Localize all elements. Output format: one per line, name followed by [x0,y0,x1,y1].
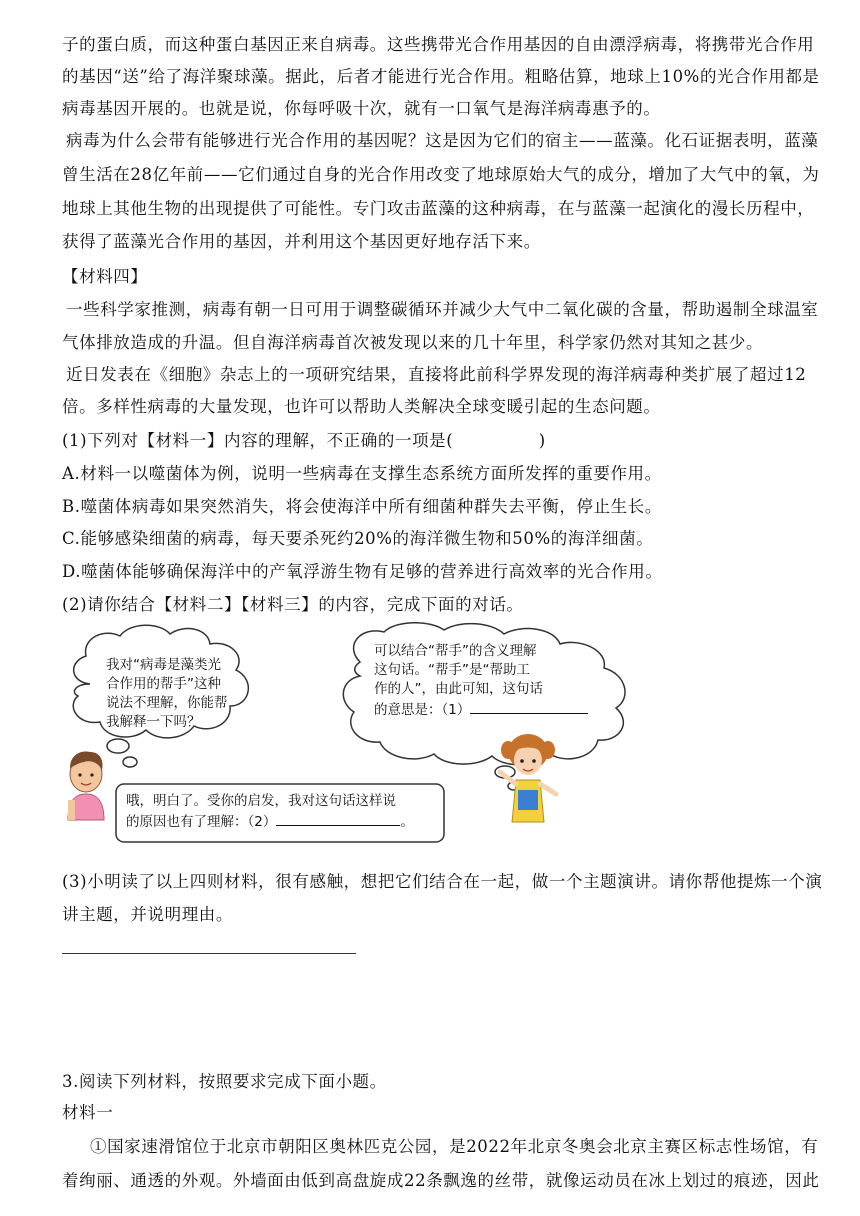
passage-line: 近日发表在《细胞》杂志上的一项研究结果，直接将此前科学界发现的海洋病毒种类扩展了超过12 [66,365,807,384]
question-stem: (1)下列对【材料一】内容的理解，不正确的一项是( ) [62,431,546,450]
reply-line [126,811,414,832]
girl-bubble-line: 这句话。“帮手”是“帮助工 [374,662,530,678]
dialogue-illustration [60,622,666,854]
boy-figure [68,752,104,820]
section-heading: 3.阅读下列材料，按照要求完成下面小题。 [62,1072,387,1091]
answer-blank-2[interactable] [276,811,400,826]
question-stem: 讲主题，并说明理由。 [62,905,233,924]
boy-bubble-line: 我对“病毒是藻类光 [106,657,221,673]
boy-bubble-line: 说法不理解，你能帮 [106,695,228,711]
reply-box-text [126,792,414,832]
option-d: D.噬菌体能够确保海洋中的产氧浮游生物有足够的营养进行高效率的光合作用。 [62,562,663,581]
passage-line: 获得了蓝藻光合作用的基因，并利用这个基因更好地存活下来。 [62,232,541,251]
passage-line: ①国家速滑馆位于北京市朝阳区奥林匹克公园，是2022年北京冬奥会北京主赛区标志性场馆，有 [90,1137,819,1156]
passage-line: 子的蛋白质，而这种蛋白基因正来自病毒。这些携带光合作用基因的自由漂浮病毒，将携带光合作用 [62,35,815,54]
passage-line: 曾生活在28亿年前——它们通过自身的光合作用改变了地球原始大气的成分，增加了大气中的氧，为 [62,165,820,184]
boy-bubble-line: 我解释一下吗？ [106,714,201,730]
girl-figure [500,734,556,822]
question-stem: (2)请你结合【材料二】【材料三】的内容，完成下面的对话。 [62,595,524,614]
passage-line: 病毒为什么会带有能够进行光合作用的基因呢？这是因为它们的宿主——蓝藻。化石证据表明，蓝藻 [66,131,819,150]
boy-bubble-line: 合作用的帮手”这种 [106,676,221,692]
passage-line: 病毒基因开展的。也就是说，你每呼吸十次，就有一口氧气是海洋病毒惠予的。 [62,99,661,118]
option-c: C.能够感染细菌的病毒，每天要杀死约20%的海洋微生物和50%的海洋细菌。 [62,529,654,548]
passage-line: 一些科学家推测，病毒有朝一日可用于调整碳循环并减少大气中二氧化碳的含量，帮助遏制全球温室 [66,300,819,319]
reply-line-text: 的原因也有了理解：（2） [126,814,277,830]
boy-bubble-text [106,656,228,732]
answer-line[interactable] [62,953,356,954]
girl-bubble-line-text: 的意思是：（1） [374,702,471,718]
question-stem: (3)小明读了以上四则材料，很有感触，想把它们结合在一起，做一个主题演讲。请你帮他提炼一个演 [62,872,823,891]
girl-bubble-line: 可以结合“帮手”的含义理解 [374,643,537,659]
reply-period: 。 [400,814,414,830]
passage-line: 气体排放造成的升温。但自海洋病毒首次被发现以来的几十年里，科学家仍然对其知之甚少。 [62,333,764,352]
reply-line: 哦，明白了。受你的启发，我对这句话这样说 [126,793,396,809]
answer-blank-1[interactable] [470,699,588,714]
passage-line: 着绚丽、通透的外观。外墙面由低到高盘旋成22条飘逸的丝带，就像运动员在冰上划过的痕迹，因此 [62,1171,820,1190]
material-label: 材料一 [62,1103,114,1122]
option-a: A.材料一以噬菌体为例，说明一些病毒在支撑生态系统方面所发挥的重要作用。 [62,464,662,483]
passage-line: 倍。多样性病毒的大量发现，也许可以帮助人类解决全球变暖引起的生态问题。 [62,397,661,416]
girl-bubble-line: 作的人”，由此可知，这句话 [374,681,543,697]
passage-line: 地球上其他生物的出现提供了可能性。专门攻击蓝藻的这种病毒，在与蓝藻一起演化的漫长历程中， [62,199,815,218]
girl-bubble-line [374,699,588,720]
material-heading: 【材料四】 [62,267,148,286]
girl-bubble-text [374,642,588,720]
option-b: B.噬菌体病毒如果突然消失，将会使海洋中所有细菌种群失去平衡，停止生长。 [62,497,662,516]
passage-line: 的基因“送”给了海洋聚球藻。据此，后者才能进行光合作用。粗略估算，地球上10%的光合作用都是 [62,67,820,86]
